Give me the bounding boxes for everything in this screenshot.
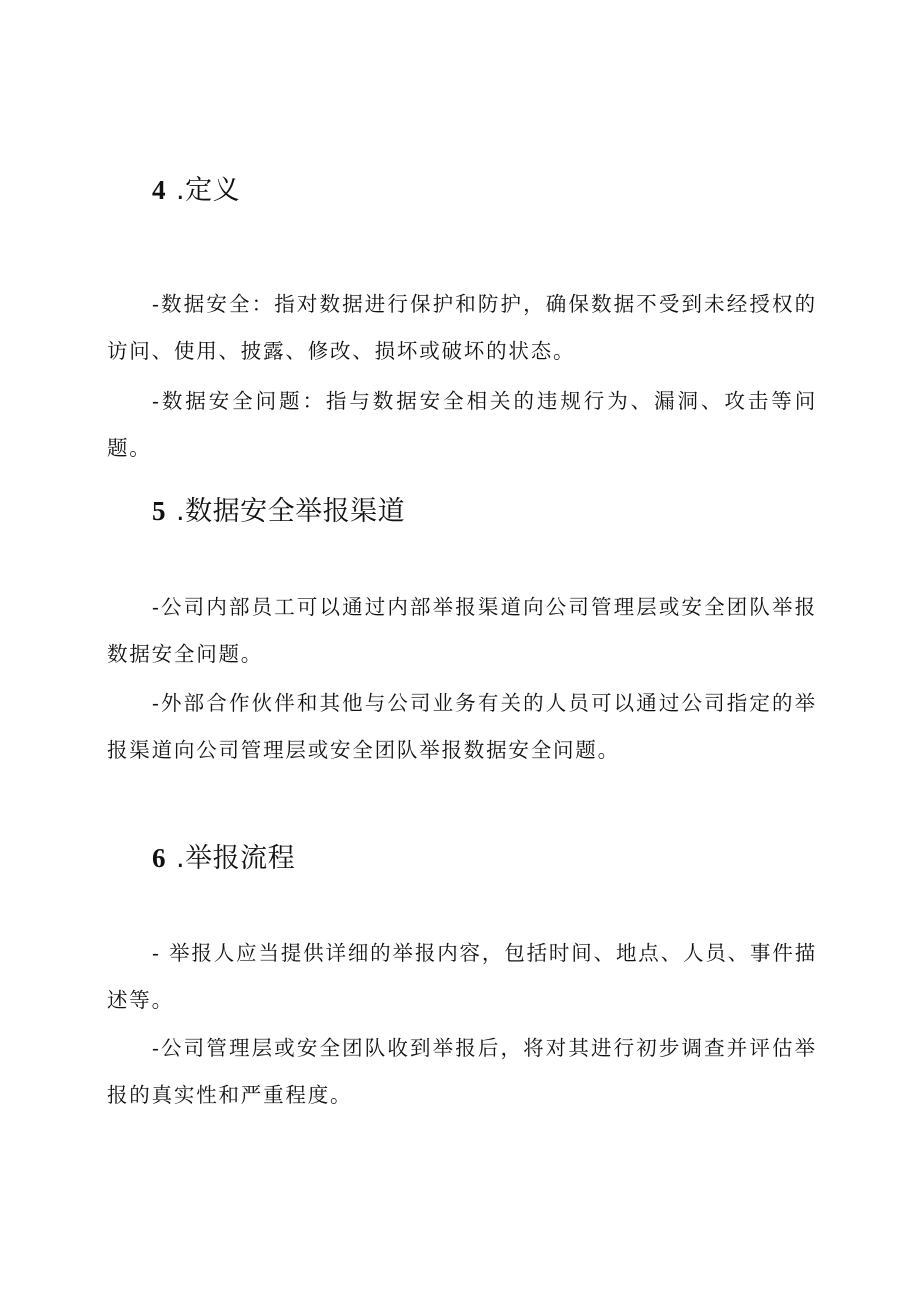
section-heading-report-process <box>152 840 295 877</box>
section-title: .数据安全举报渠道 <box>176 496 406 527</box>
section-heading-definitions <box>152 172 240 209</box>
definition-data-security: -数据安全：指对数据进行保护和防护，确保数据不受到未经授权的访问、使用、披露、修改、损坏或破坏的状态。 <box>107 292 817 363</box>
process-step-initial-investigation: -公司管理层或安全团队收到举报后，将对其进行初步调查并评估举报的真实性和严重程度。 <box>107 1036 817 1107</box>
section-number: 5 <box>152 496 166 526</box>
section-title: .举报流程 <box>176 843 296 874</box>
section-number: 4 <box>152 175 166 205</box>
channel-external-partners: -外部合作伙伴和其他与公司业务有关的人员可以通过公司指定的举报渠道向公司管理层或安全团队举报数据安全问题。 <box>107 691 817 762</box>
section-heading-report-channels <box>152 493 405 530</box>
section-title: .定义 <box>176 175 241 206</box>
definition-data-security-issue: -数据安全问题：指与数据安全相关的违规行为、漏洞、攻击等问题。 <box>107 389 817 460</box>
section-number: 6 <box>152 843 166 873</box>
channel-internal-employees: -公司内部员工可以通过内部举报渠道向公司管理层或安全团队举报数据安全问题。 <box>107 595 817 666</box>
process-step-provide-details: - 举报人应当提供详细的举报内容，包括时间、地点、人员、事件描述等。 <box>107 941 817 1012</box>
